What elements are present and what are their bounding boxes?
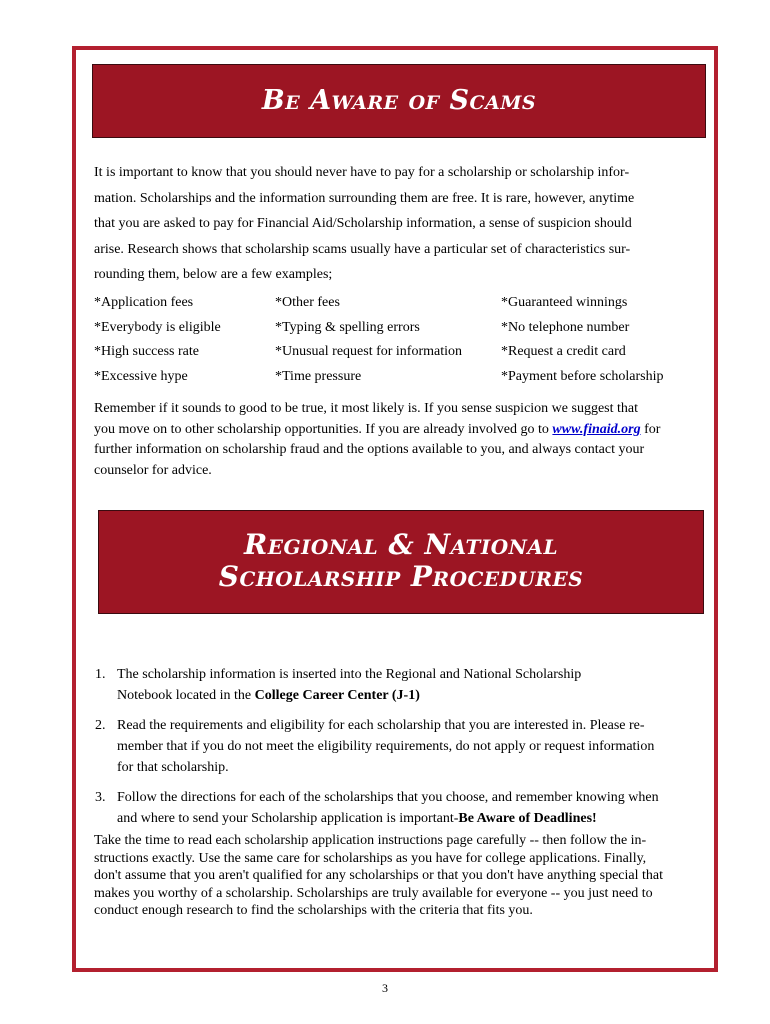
step-line: The scholarship information is inserted into the Regional and National Scholarship: [117, 667, 582, 682]
procedure-step: [94, 664, 708, 706]
scam-examples-list: [94, 291, 708, 389]
intro-line: rounding them, below are a few examples;: [94, 267, 333, 282]
remember-line: counselor for advice.: [94, 462, 212, 478]
remember-line: further information on scholarship fraud and the options available to you, and always contact your: [94, 442, 645, 457]
closing-line: don't assume that you aren't qualified for any scholarships or that you don't have anything special that: [94, 868, 663, 883]
remember-line: Remember if it sounds to good to be true, it most likely is. If you sense suspicion we suggest that: [94, 401, 638, 416]
remember-text: you move on to other scholarship opportunities. If you are already involved go to: [94, 421, 553, 437]
example-item: *Application fees: [94, 295, 194, 310]
step-number: 2.: [95, 718, 106, 733]
step-line: [117, 808, 708, 829]
procedures-heading-banner: [98, 510, 704, 614]
intro-line: mation. Scholarships and the information surrounding them are free. It is rare, however, anytime: [94, 190, 635, 206]
step-emphasis: Be Aware of Deadlines!: [458, 811, 597, 826]
step-number: 3.: [95, 790, 106, 805]
step-emphasis: College Career Center (J-1): [254, 688, 420, 703]
examples-row: [94, 340, 708, 365]
procedure-step: [94, 787, 708, 829]
examples-row: [94, 365, 708, 390]
example-item: *Excessive hype: [94, 368, 188, 384]
example-item: *Request a credit card: [501, 344, 626, 360]
example-item: *Everybody is eligible: [94, 319, 221, 335]
example-item: *Typing & spelling errors: [275, 319, 420, 335]
scams-heading: Be Aware of Scams: [261, 85, 537, 116]
closing-line: conduct enough research to find the scholarships with the criteria that fits you.: [94, 903, 533, 918]
finaid-link[interactable]: www.finaid.org: [552, 421, 641, 437]
intro-line: that you are asked to pay for Financial Aid/Scholarship information, a sense of suspicion should: [94, 216, 632, 231]
example-item: *Time pressure: [275, 368, 362, 384]
step-line: member that if you do not meet the eligibility requirements, do not apply or request information: [117, 739, 655, 754]
procedures-heading-line: Scholarship Procedures: [218, 560, 584, 593]
step-line: for that scholarship.: [117, 760, 229, 775]
closing-line: makes you worthy of a scholarship. Scholarships are truly available for everyone -- you just need to: [94, 885, 653, 901]
step-number: 1.: [95, 667, 106, 682]
step-line: Read the requirements and eligibility for each scholarship that you are interested in. Please re-: [117, 718, 645, 733]
remember-paragraph: [94, 399, 708, 481]
closing-line: Take the time to read each scholarship application instructions page carefully -- then follow the in-: [94, 833, 647, 848]
page-number: 3: [382, 981, 388, 995]
procedure-steps-list: [94, 664, 708, 838]
intro-line: It is important to know that you should never have to pay for a scholarship or scholarship infor-: [94, 165, 630, 180]
examples-row: [94, 316, 708, 341]
closing-paragraph: [94, 832, 708, 920]
step-line: Follow the directions for each of the scholarships that you choose, and remember knowing when: [117, 790, 659, 805]
step-line: [117, 685, 708, 706]
step-text: Notebook located in the: [117, 688, 255, 703]
example-item: *Payment before scholarship: [501, 368, 664, 384]
closing-line: structions exactly. Use the same care for scholarships as you have for college applications. Finally,: [94, 850, 647, 866]
procedure-step: [94, 715, 708, 778]
examples-row: [94, 291, 708, 316]
scams-heading-banner: [92, 64, 706, 138]
intro-paragraph: [94, 160, 708, 288]
step-text: and where to send your Scholarship application is important-: [117, 811, 459, 826]
procedures-heading-line: Regional & National: [243, 528, 559, 561]
example-item: *Guaranteed winnings: [501, 295, 628, 310]
example-item: *Unusual request for information: [275, 344, 463, 360]
remember-line: [94, 420, 708, 441]
example-item: *Other fees: [275, 295, 340, 310]
example-item: *High success rate: [94, 344, 199, 360]
intro-line: arise. Research shows that scholarship scams usually have a particular set of characteristics sur-: [94, 241, 631, 257]
example-item: *No telephone number: [501, 319, 630, 335]
remember-text: for: [640, 421, 661, 437]
